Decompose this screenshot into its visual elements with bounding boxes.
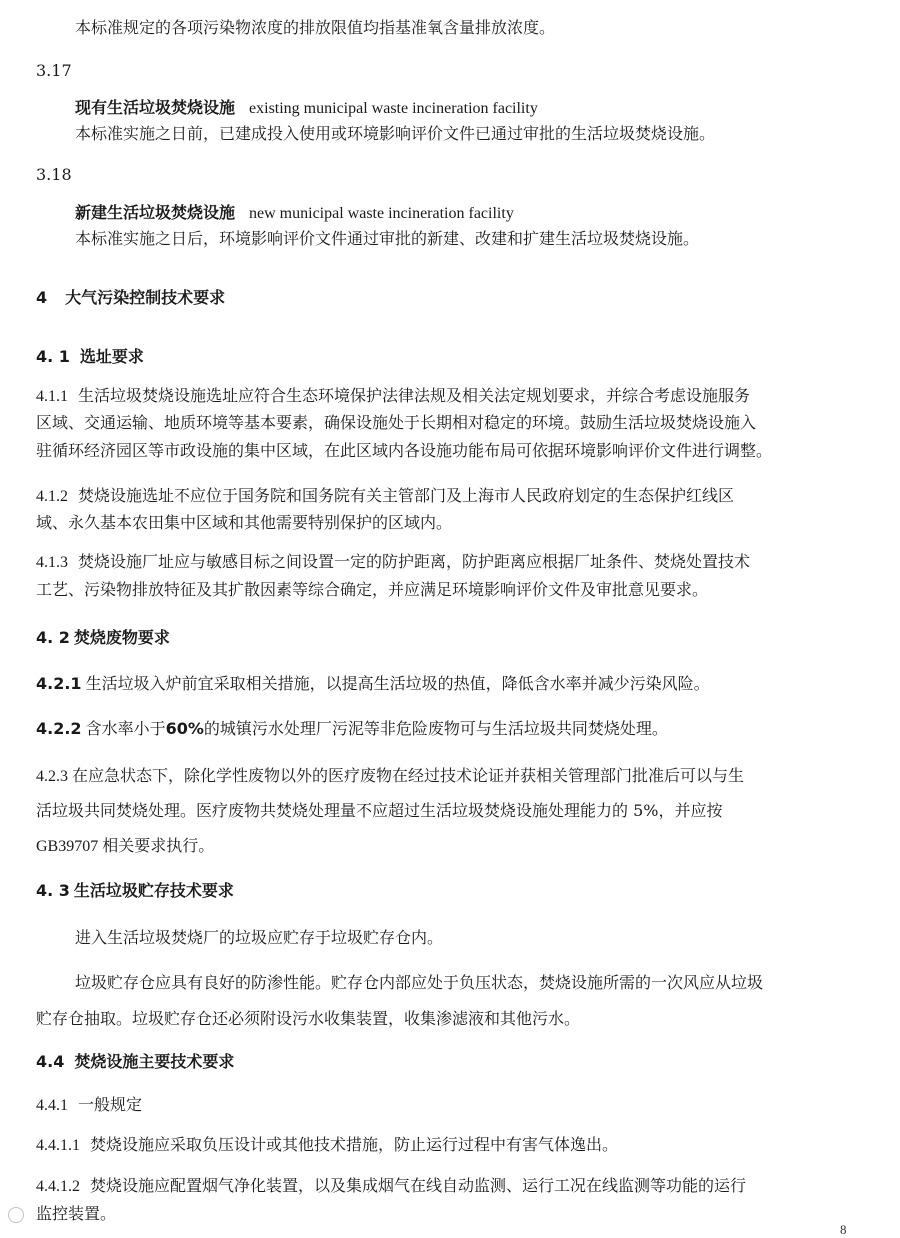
clause-4-2-3-line-3: GB39707 相关要求执行。 [36, 838, 215, 855]
section-heading-4-4: 4.4 焚烧设施主要技术要求 [36, 1052, 235, 1071]
clause-4-4-1-1: 4.4.1.1 焚烧设施应采取负压设计或其他技术措施，防止运行过程中有害气体逸出。 [36, 1135, 619, 1154]
term-en: existing municipal waste incineration facility [249, 100, 538, 117]
section-heading-4-2: 4. 2 焚烧废物要求 [36, 628, 170, 647]
paragraph-emission-basis: 本标准规定的各项污染物浓度的排放限值均指基准氧含量排放浓度。 [75, 18, 556, 37]
clause-4-1-1-line-3: 驻循环经济园区等市政设施的集中区域，在此区域内各设施功能布局可依据环境影响评价文件进行调整。 [36, 441, 773, 460]
clause-4-1-3-line-1: 4.1.3 焚烧设施厂址应与敏感目标之间设置一定的防护距离，防护距离应根据厂址条件、焚烧处置技术 [36, 552, 751, 571]
clause-4-1-3-line-2: 工艺、污染物排放特征及其扩散因素等综合确定，并应满足环境影响评价文件及审批意见要求。 [36, 580, 709, 599]
definition-3-17: 本标准实施之日前，已建成投入使用或环境影响评价文件已通过审批的生活垃圾焚烧设施。 [75, 124, 716, 143]
clause-4-1-1-line-1: 4.1.1 生活垃圾焚烧设施选址应符合生态环境保护法律法规及相关法定规划要求，并综合考虑设施服务 [36, 386, 751, 405]
paragraph-4-3-bunker-line-2: 贮存仓抽取。垃圾贮存仓还必须附设污水收集装置，收集渗滤液和其他污水。 [36, 1009, 581, 1028]
term-en: new municipal waste incineration facility [249, 205, 514, 222]
clause-4-4-1-2-line-1: 4.4.1.2 焚烧设施应配置烟气净化装置，以及集成烟气在线自动监测、运行工况在线监测等功能的运行 [36, 1176, 747, 1195]
definition-3-18: 本标准实施之日后，环境影响评价文件通过审批的新建、改建和扩建生活垃圾焚烧设施。 [75, 229, 700, 248]
section-heading-4-4-1: 4.4.1 一般规定 [36, 1095, 143, 1114]
paragraph-4-3-bunker-line-1: 垃圾贮存仓应具有良好的防渗性能。贮存仓内部应处于负压状态，焚烧设施所需的一次风应从垃圾 [75, 973, 764, 992]
watermark [8, 1207, 28, 1223]
term-3-18 [75, 202, 514, 225]
clause-4-1-1-line-2: 区域、交通运输、地质环境等基本要素，确保设施处于长期相对稳定的环境。鼓励生活垃圾焚烧设施入 [36, 413, 757, 432]
section-heading-4-1: 4. 1 选址要求 [36, 347, 144, 366]
clause-number-3-17: 3.17 [36, 61, 72, 80]
paragraph-4-3-storage: 进入生活垃圾焚烧厂的垃圾应贮存于垃圾贮存仓内。 [75, 928, 444, 947]
section-heading-4: 4 大气污染控制技术要求 [36, 288, 226, 307]
section-heading-4-3: 4. 3 生活垃圾贮存技术要求 [36, 881, 234, 900]
term-cn: 现有生活垃圾焚烧设施 [75, 98, 236, 117]
clause-4-2-3-line-2: 活垃圾共同焚烧处理。医疗废物共焚烧处理量不应超过生活垃圾焚烧设施处理能力的 5%，并应按 [36, 801, 723, 820]
clause-4-1-2-line-2: 域、永久基本农田集中区域和其他需要特别保护的区域内。 [36, 513, 453, 532]
watermark-logo-icon [8, 1207, 24, 1223]
clause-number-3-18: 3.18 [36, 165, 72, 184]
clause-4-2-2: 4.2.2 含水率小于60%的城镇污水处理厂污泥等非危险废物可与生活垃圾共同焚烧处理。 [36, 719, 668, 738]
clause-4-1-2-line-1: 4.1.2 焚烧设施选址不应位于国务院和国务院有关主管部门及上海市人民政府划定的生态保护红线区 [36, 486, 735, 505]
clause-4-2-3-line-1: 4.2.3 在应急状态下，除化学性废物以外的医疗废物在经过技术论证并获相关管理部门批准后可以与生 [36, 766, 745, 785]
page-number: 8 [840, 1222, 847, 1237]
clause-4-2-1: 4.2.1 生活垃圾入炉前宜采取相关措施，以提高生活垃圾的热值，降低含水率并减少污染风险。 [36, 674, 710, 693]
clause-4-4-1-2-line-2: 监控装置。 [36, 1204, 117, 1223]
term-3-17 [75, 97, 538, 120]
term-cn: 新建生活垃圾焚烧设施 [75, 203, 236, 222]
